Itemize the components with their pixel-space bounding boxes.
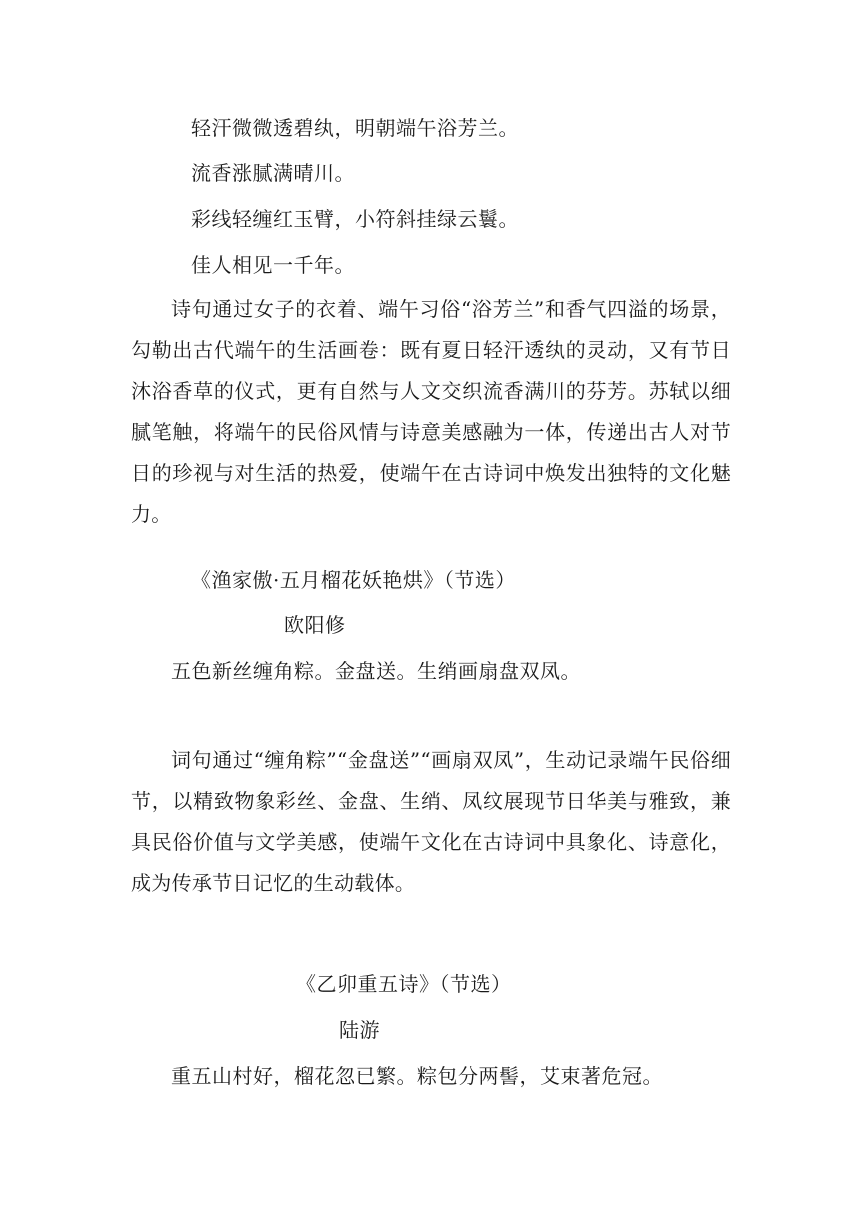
poem1-line-1: 轻汗微微透碧纨，明朝端午浴芳兰。: [191, 116, 519, 140]
poem3-author: 陆游: [339, 1018, 380, 1042]
poem1-line-4: 佳人相见一千年。: [191, 253, 355, 277]
poem1-line-3: 彩线轻缠红玉臂，小符斜挂绿云鬟。: [191, 207, 519, 231]
poem2-author: 欧阳修: [284, 613, 346, 637]
poem2-commentary: 词句通过“缠角粽”“金盘送”“画扇双凤”，生动记录端午民俗细节，以精致物象彩丝、金盘、生绡、凤纹展现节日华美与雅致，兼具民俗价值与文学美感，使端午文化在古诗词中具象化、诗意化，成为传承节日记忆的生动载体。: [131, 748, 731, 895]
poem3-title: 《乙卯重五诗》（节选）: [296, 972, 512, 996]
poem2-line: 五色新丝缠角粽。金盘送。生绡画扇盘双凤。: [171, 659, 581, 683]
poem1-commentary: 诗句通过女子的衣着、端午习俗“浴芳兰”和香气四溢的场景，勾勒出古代端午的生活画卷：既有夏日轻汗透纨的灵动，又有节日沐浴香草的仪式，更有自然与人文交织流香满川的芬芳。苏轼以细腻笔触，将端午的民俗风情与诗意美感融为一体，传递出古人对节日的珍视与对生活的热爱，使端午在古诗词中焕发出独特的文化魅力。: [131, 297, 731, 526]
poem3-line: 重五山村好，榴花忽已繁。粽包分两髻，艾束著危冠。: [171, 1064, 663, 1088]
poem2-title: 《渔家傲·五月榴花妖艳烘》（节选）: [191, 568, 516, 592]
poem1-line-2: 流香涨腻满晴川。: [191, 161, 355, 185]
